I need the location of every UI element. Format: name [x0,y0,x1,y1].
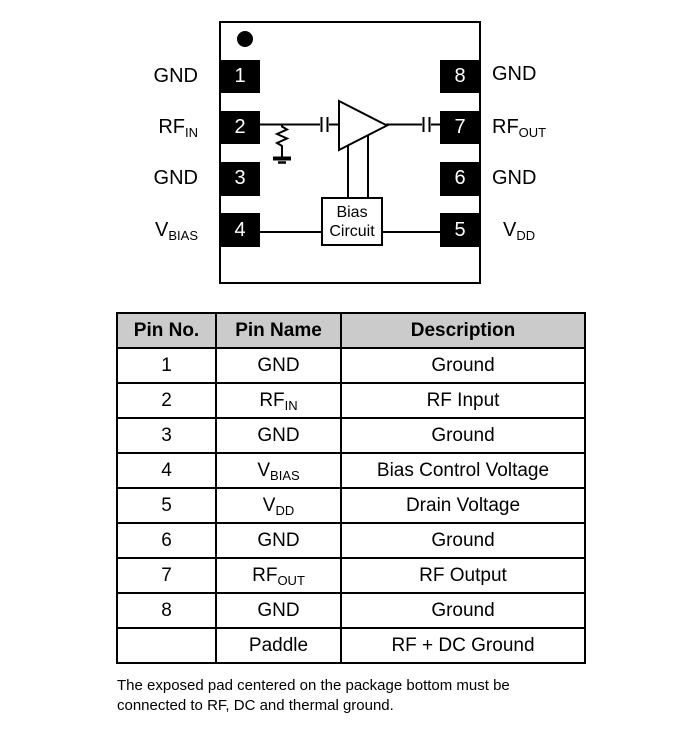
pin-name-main: V [262,494,276,516]
pin-name-main: RF [252,564,278,586]
bias-circuit-label-line2: Circuit [329,222,375,240]
pin-no-cell: 3 [117,418,216,453]
pin-no-cell [117,628,216,663]
pin-no-cell: 5 [117,488,216,523]
table-row [117,488,585,523]
pin-name-cell [216,628,341,663]
table-row [117,523,585,558]
pin-no-cell: 4 [117,453,216,488]
pin-no-cell: 8 [117,593,216,628]
pin-description-cell: RF Input [341,383,585,418]
table-row [117,453,585,488]
pin-name-main: V [257,459,271,481]
pin-description-cell: Ground [341,593,585,628]
table-header-row [117,313,585,348]
pin-description-cell: Ground [341,523,585,558]
pin-number-2: 2 [234,116,246,138]
pin-label-main: V [155,219,169,241]
pin-label-main: GND [153,65,198,87]
bias-circuit-label-line1: Bias [336,203,368,221]
pin-number-3: 3 [234,167,246,189]
pin-name-main: GND [257,529,300,551]
pin-label-rfout [492,114,652,141]
pin-number-7: 7 [454,116,466,138]
pin-label-vdd [492,217,652,244]
pin-label-main: V [503,219,517,241]
pin-no-cell: 6 [117,523,216,558]
pin-number-6: 6 [454,167,466,189]
pin-no-cell: 7 [117,558,216,593]
pin-name-cell [216,418,341,453]
pin-name-sub: IN [284,397,298,413]
pin-name-sub: OUT [277,572,305,588]
pin-description-cell: Drain Voltage [341,488,585,523]
pin-name-main: GND [257,424,300,446]
pin-label-main: GND [153,167,198,189]
pin1-index-dot [237,31,253,47]
pin-label-main: GND [492,63,537,85]
pin-label-sub: IN [185,125,198,140]
pin-description-cell: RF + DC Ground [341,628,585,663]
pin-label-main: RF [492,116,519,138]
table-row [117,383,585,418]
pin-name-sub: BIAS [270,467,300,483]
pin-name-main: Paddle [248,634,309,656]
pin-number-4: 4 [234,219,246,241]
pin-label-main: RF [158,116,185,138]
pin-description-cell: Ground [341,348,585,383]
pin-no-cell: 1 [117,348,216,383]
pin-number-8: 8 [454,65,466,87]
pin-name-cell [216,488,341,523]
pin-label-gnd-3 [58,165,198,192]
header-pin-no: Pin No. [117,313,216,348]
pin-label-sub: BIAS [168,228,198,243]
table-row [117,593,585,628]
pin-description-cell: Ground [341,418,585,453]
header-description: Description [341,313,585,348]
pin-name-main: RF [259,389,285,411]
pin-number-5: 5 [454,219,466,241]
pin-label-sub: DD [516,228,536,243]
pin-label-gnd-6 [492,165,652,192]
footnote-line2: connected to RF, DC and thermal ground. [117,697,394,714]
pin-label-vbias [58,217,198,244]
pin-description-cell: Bias Control Voltage [341,453,585,488]
pin-name-cell [216,453,341,488]
bias-circuit-label [322,199,382,244]
footnote-line1: The exposed pad centered on the package bottom must be [117,677,510,694]
header-pin-name: Pin Name [216,313,341,348]
pin-name-cell [216,348,341,383]
pin-number-1: 1 [234,65,246,87]
pin-name-main: GND [257,354,300,376]
pin-diagram-drawing [0,0,697,300]
pin-label-main: GND [492,167,537,189]
table-row [117,418,585,453]
pin-description-cell: RF Output [341,558,585,593]
pin-label-rfin [58,114,198,141]
pin-label-gnd-8 [492,61,652,88]
table-row [117,348,585,383]
table-row [117,628,585,663]
pin-configuration-diagram [0,0,697,300]
pin-name-cell [216,383,341,418]
pin-description-table [116,312,586,664]
pin-name-cell [216,558,341,593]
pin-no-cell: 2 [117,383,216,418]
pin-label-sub: OUT [518,125,547,140]
pin-name-sub: DD [275,502,295,518]
pin-name-main: GND [257,599,300,621]
exposed-pad-footnote [117,676,587,716]
pin-label-gnd-1 [58,63,198,90]
pin-name-cell [216,593,341,628]
pin-name-cell [216,523,341,558]
table-row [117,558,585,593]
